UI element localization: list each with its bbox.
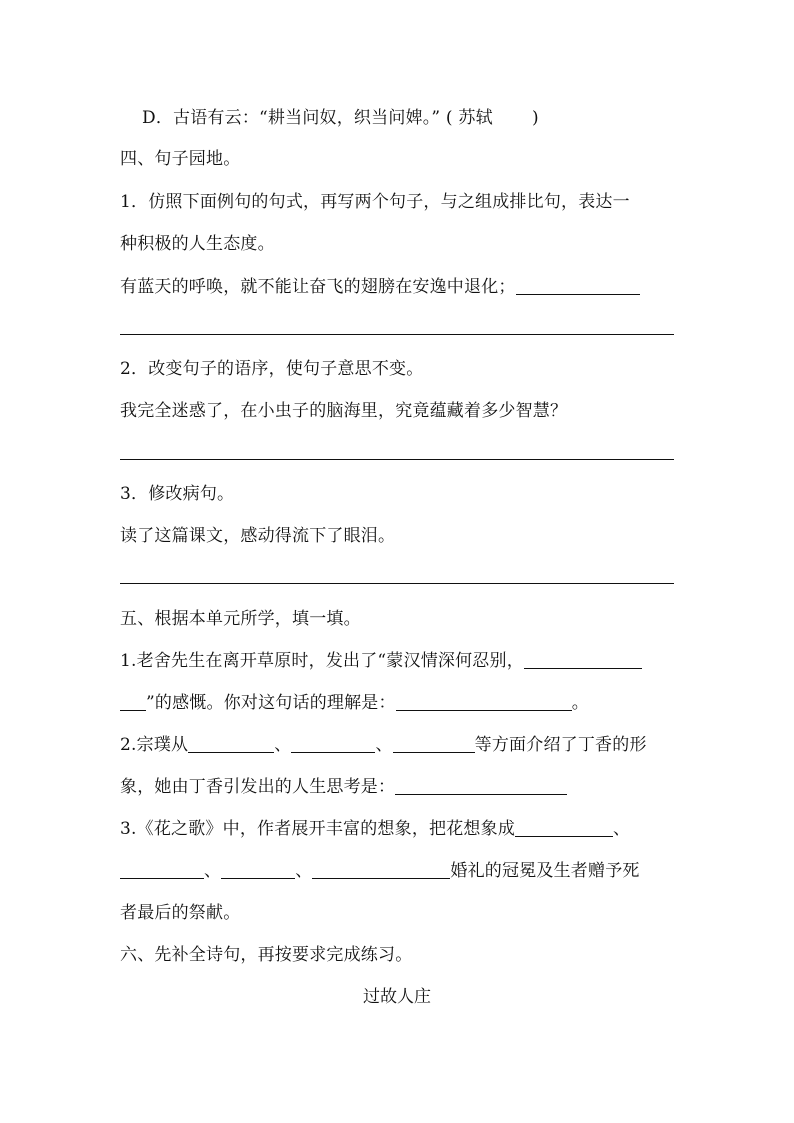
s5-q2-part2: 等方面介绍了丁香的形 [474, 735, 647, 755]
s5-q2-blank-1[interactable] [188, 735, 274, 753]
s5-q3-sep3: 、 [295, 861, 313, 881]
s5-q1-blank-2[interactable] [396, 693, 572, 711]
s5-q1-part1: 1.老舍先生在离开草原时，发出了“蒙汉情深何忍别， [120, 651, 524, 671]
s5-q2-line1 [120, 734, 680, 756]
s5-q1-line2 [120, 692, 680, 714]
s4-q3-answer-blank[interactable] [120, 583, 674, 584]
item-d-text: D．古语有云：“耕当问奴，织当问婢。” [142, 108, 441, 128]
s5-q2-sep2: 、 [375, 735, 393, 755]
poem-title: 过故人庄 [363, 987, 431, 1007]
s5-q2-line2 [120, 776, 680, 798]
s5-q3-part2: 婚礼的冠冕及生者赠予死 [450, 861, 640, 881]
s5-q2-part1: 2.宗璞从 [120, 735, 189, 755]
s5-q3-sep2: 、 [204, 861, 222, 881]
s5-q1-blank-1a[interactable] [524, 651, 642, 669]
s4-q3-sentence: 读了这篇课文，感动得流下了眼泪。 [120, 526, 396, 546]
s5-q3-sep1: 、 [613, 819, 631, 839]
s4-q2-sentence: 我完全迷惑了，在小虫子的脑海里，究竟蕴藏着多少智慧？ [120, 401, 568, 421]
s5-q2-sep1: 、 [274, 735, 292, 755]
s5-q1-blank-1b[interactable] [120, 693, 146, 711]
s5-q3-blank-2[interactable] [120, 861, 204, 879]
s4-q1-example: 有蓝天的呼唤，就不能让奋飞的翅膀在安逸中退化； [120, 277, 516, 297]
s5-q3-blank-4[interactable] [312, 861, 450, 879]
s5-q1-end: 。 [571, 693, 589, 713]
section4-heading: 四、句子园地。 [120, 149, 241, 169]
s4-q1-answer-blank-1[interactable] [516, 277, 640, 295]
s5-q3-line1 [120, 818, 680, 840]
s5-q1-part2: ”的感慨。你对这句话的理解是： [146, 693, 396, 713]
s4-q1-line2: 种积极的人生态度。 [120, 234, 275, 254]
s5-q3-line2 [120, 860, 680, 882]
s5-q3-blank-3[interactable] [221, 861, 295, 879]
section5-heading: 五、根据本单元所学，填一填。 [120, 609, 361, 629]
s5-q2-part3: 象，她由丁香引发出的人生思考是： [120, 777, 396, 797]
s5-q2-blank-3[interactable] [393, 735, 475, 753]
s4-q1-line1: 1．仿照下面例句的句式，再写两个句子，与之组成排比句，表达一 [120, 192, 630, 212]
s4-q2-prompt: 2．改变句子的语序，使句子意思不变。 [120, 359, 424, 379]
item-d-paren-close: ) [532, 108, 539, 128]
s5-q3-part1: 3.《花之歌》中，作者展开丰富的想象，把花想象成 [120, 819, 516, 839]
s5-q3-line3: 者最后的祭献。 [120, 903, 241, 923]
item-d-author: 苏轼 [458, 108, 493, 128]
s5-q3-blank-1[interactable] [515, 819, 613, 837]
s5-q1-line1 [120, 650, 680, 672]
item-d-line [142, 107, 702, 129]
s4-q1-example-line [120, 276, 680, 298]
s4-q3-prompt: 3．修改病句。 [120, 484, 235, 504]
item-d-paren-open: ( [445, 108, 453, 128]
s4-q1-answer-blank-2[interactable] [120, 334, 674, 335]
s5-q2-blank-2[interactable] [291, 735, 375, 753]
s5-q2-blank-4[interactable] [395, 777, 567, 795]
section6-heading: 六、先补全诗句，再按要求完成练习。 [120, 945, 413, 965]
s4-q2-answer-blank[interactable] [120, 459, 674, 460]
